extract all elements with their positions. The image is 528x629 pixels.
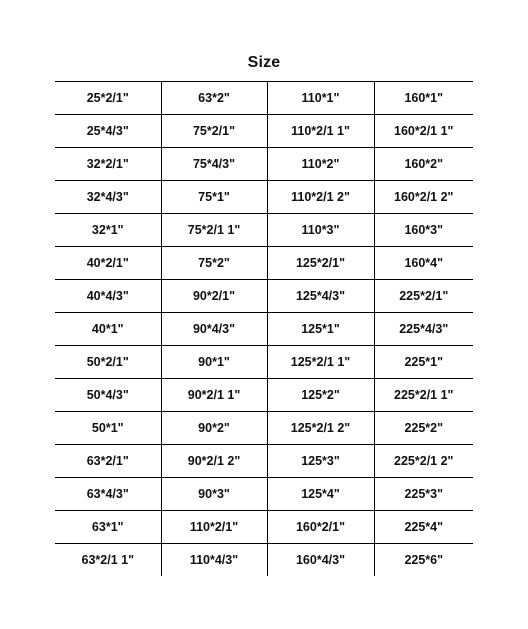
size-cell: 125*1" bbox=[267, 313, 374, 346]
table-row bbox=[55, 247, 473, 280]
size-cell: 110*2/1 2" bbox=[267, 181, 374, 214]
table-row bbox=[55, 82, 473, 115]
size-cell: 225*1" bbox=[374, 346, 473, 379]
size-cell: 225*2/1 2" bbox=[374, 445, 473, 478]
size-cell: 25*4/3" bbox=[55, 115, 161, 148]
table-row bbox=[55, 214, 473, 247]
size-cell: 75*2/1 1" bbox=[161, 214, 267, 247]
size-cell: 160*2/1" bbox=[267, 511, 374, 544]
table-row bbox=[55, 313, 473, 346]
size-cell: 40*2/1" bbox=[55, 247, 161, 280]
size-cell: 90*4/3" bbox=[161, 313, 267, 346]
size-cell: 110*2/1 1" bbox=[267, 115, 374, 148]
size-cell: 75*2/1" bbox=[161, 115, 267, 148]
size-cell: 90*1" bbox=[161, 346, 267, 379]
size-cell: 160*1" bbox=[374, 82, 473, 115]
table-row bbox=[55, 181, 473, 214]
size-cell: 125*2" bbox=[267, 379, 374, 412]
size-cell: 63*2" bbox=[161, 82, 267, 115]
size-cell: 160*2/1 1" bbox=[374, 115, 473, 148]
table-row bbox=[55, 511, 473, 544]
table-row bbox=[55, 148, 473, 181]
size-cell: 225*2/1" bbox=[374, 280, 473, 313]
size-cell: 160*2/1 2" bbox=[374, 181, 473, 214]
size-cell: 50*1" bbox=[55, 412, 161, 445]
size-cell: 225*6" bbox=[374, 544, 473, 577]
table-row bbox=[55, 115, 473, 148]
size-cell: 125*2/1 1" bbox=[267, 346, 374, 379]
size-cell: 125*4/3" bbox=[267, 280, 374, 313]
size-table bbox=[55, 81, 473, 576]
size-cell: 110*3" bbox=[267, 214, 374, 247]
size-cell: 160*3" bbox=[374, 214, 473, 247]
table-row bbox=[55, 280, 473, 313]
size-cell: 110*2/1" bbox=[161, 511, 267, 544]
size-cell: 225*4/3" bbox=[374, 313, 473, 346]
size-cell: 32*1" bbox=[55, 214, 161, 247]
size-cell: 160*4" bbox=[374, 247, 473, 280]
table-row bbox=[55, 379, 473, 412]
size-cell: 63*2/1" bbox=[55, 445, 161, 478]
size-cell: 63*1" bbox=[55, 511, 161, 544]
size-cell: 32*4/3" bbox=[55, 181, 161, 214]
size-cell: 90*2/1 2" bbox=[161, 445, 267, 478]
table-row bbox=[55, 445, 473, 478]
size-cell: 225*3" bbox=[374, 478, 473, 511]
size-cell: 160*2" bbox=[374, 148, 473, 181]
size-cell: 110*2" bbox=[267, 148, 374, 181]
size-cell: 25*2/1" bbox=[55, 82, 161, 115]
table-row bbox=[55, 544, 473, 577]
size-table-body bbox=[55, 82, 473, 577]
size-cell: 125*3" bbox=[267, 445, 374, 478]
size-cell: 225*4" bbox=[374, 511, 473, 544]
size-cell: 125*2/1 2" bbox=[267, 412, 374, 445]
size-cell: 63*2/1 1" bbox=[55, 544, 161, 577]
size-cell: 32*2/1" bbox=[55, 148, 161, 181]
size-cell: 40*4/3" bbox=[55, 280, 161, 313]
size-cell: 75*2" bbox=[161, 247, 267, 280]
size-cell: 125*4" bbox=[267, 478, 374, 511]
size-cell: 160*4/3" bbox=[267, 544, 374, 577]
size-cell: 50*4/3" bbox=[55, 379, 161, 412]
size-cell: 225*2/1 1" bbox=[374, 379, 473, 412]
size-cell: 40*1" bbox=[55, 313, 161, 346]
size-cell: 50*2/1" bbox=[55, 346, 161, 379]
page-title: Size bbox=[247, 54, 281, 71]
size-cell: 110*4/3" bbox=[161, 544, 267, 577]
size-cell: 75*4/3" bbox=[161, 148, 267, 181]
size-cell: 90*2" bbox=[161, 412, 267, 445]
size-cell: 90*3" bbox=[161, 478, 267, 511]
size-cell: 63*4/3" bbox=[55, 478, 161, 511]
table-row bbox=[55, 478, 473, 511]
size-cell: 90*2/1 1" bbox=[161, 379, 267, 412]
table-row bbox=[55, 346, 473, 379]
size-cell: 90*2/1" bbox=[161, 280, 267, 313]
size-cell: 75*1" bbox=[161, 181, 267, 214]
size-cell: 125*2/1" bbox=[267, 247, 374, 280]
size-cell: 110*1" bbox=[267, 82, 374, 115]
table-row bbox=[55, 412, 473, 445]
size-cell: 225*2" bbox=[374, 412, 473, 445]
